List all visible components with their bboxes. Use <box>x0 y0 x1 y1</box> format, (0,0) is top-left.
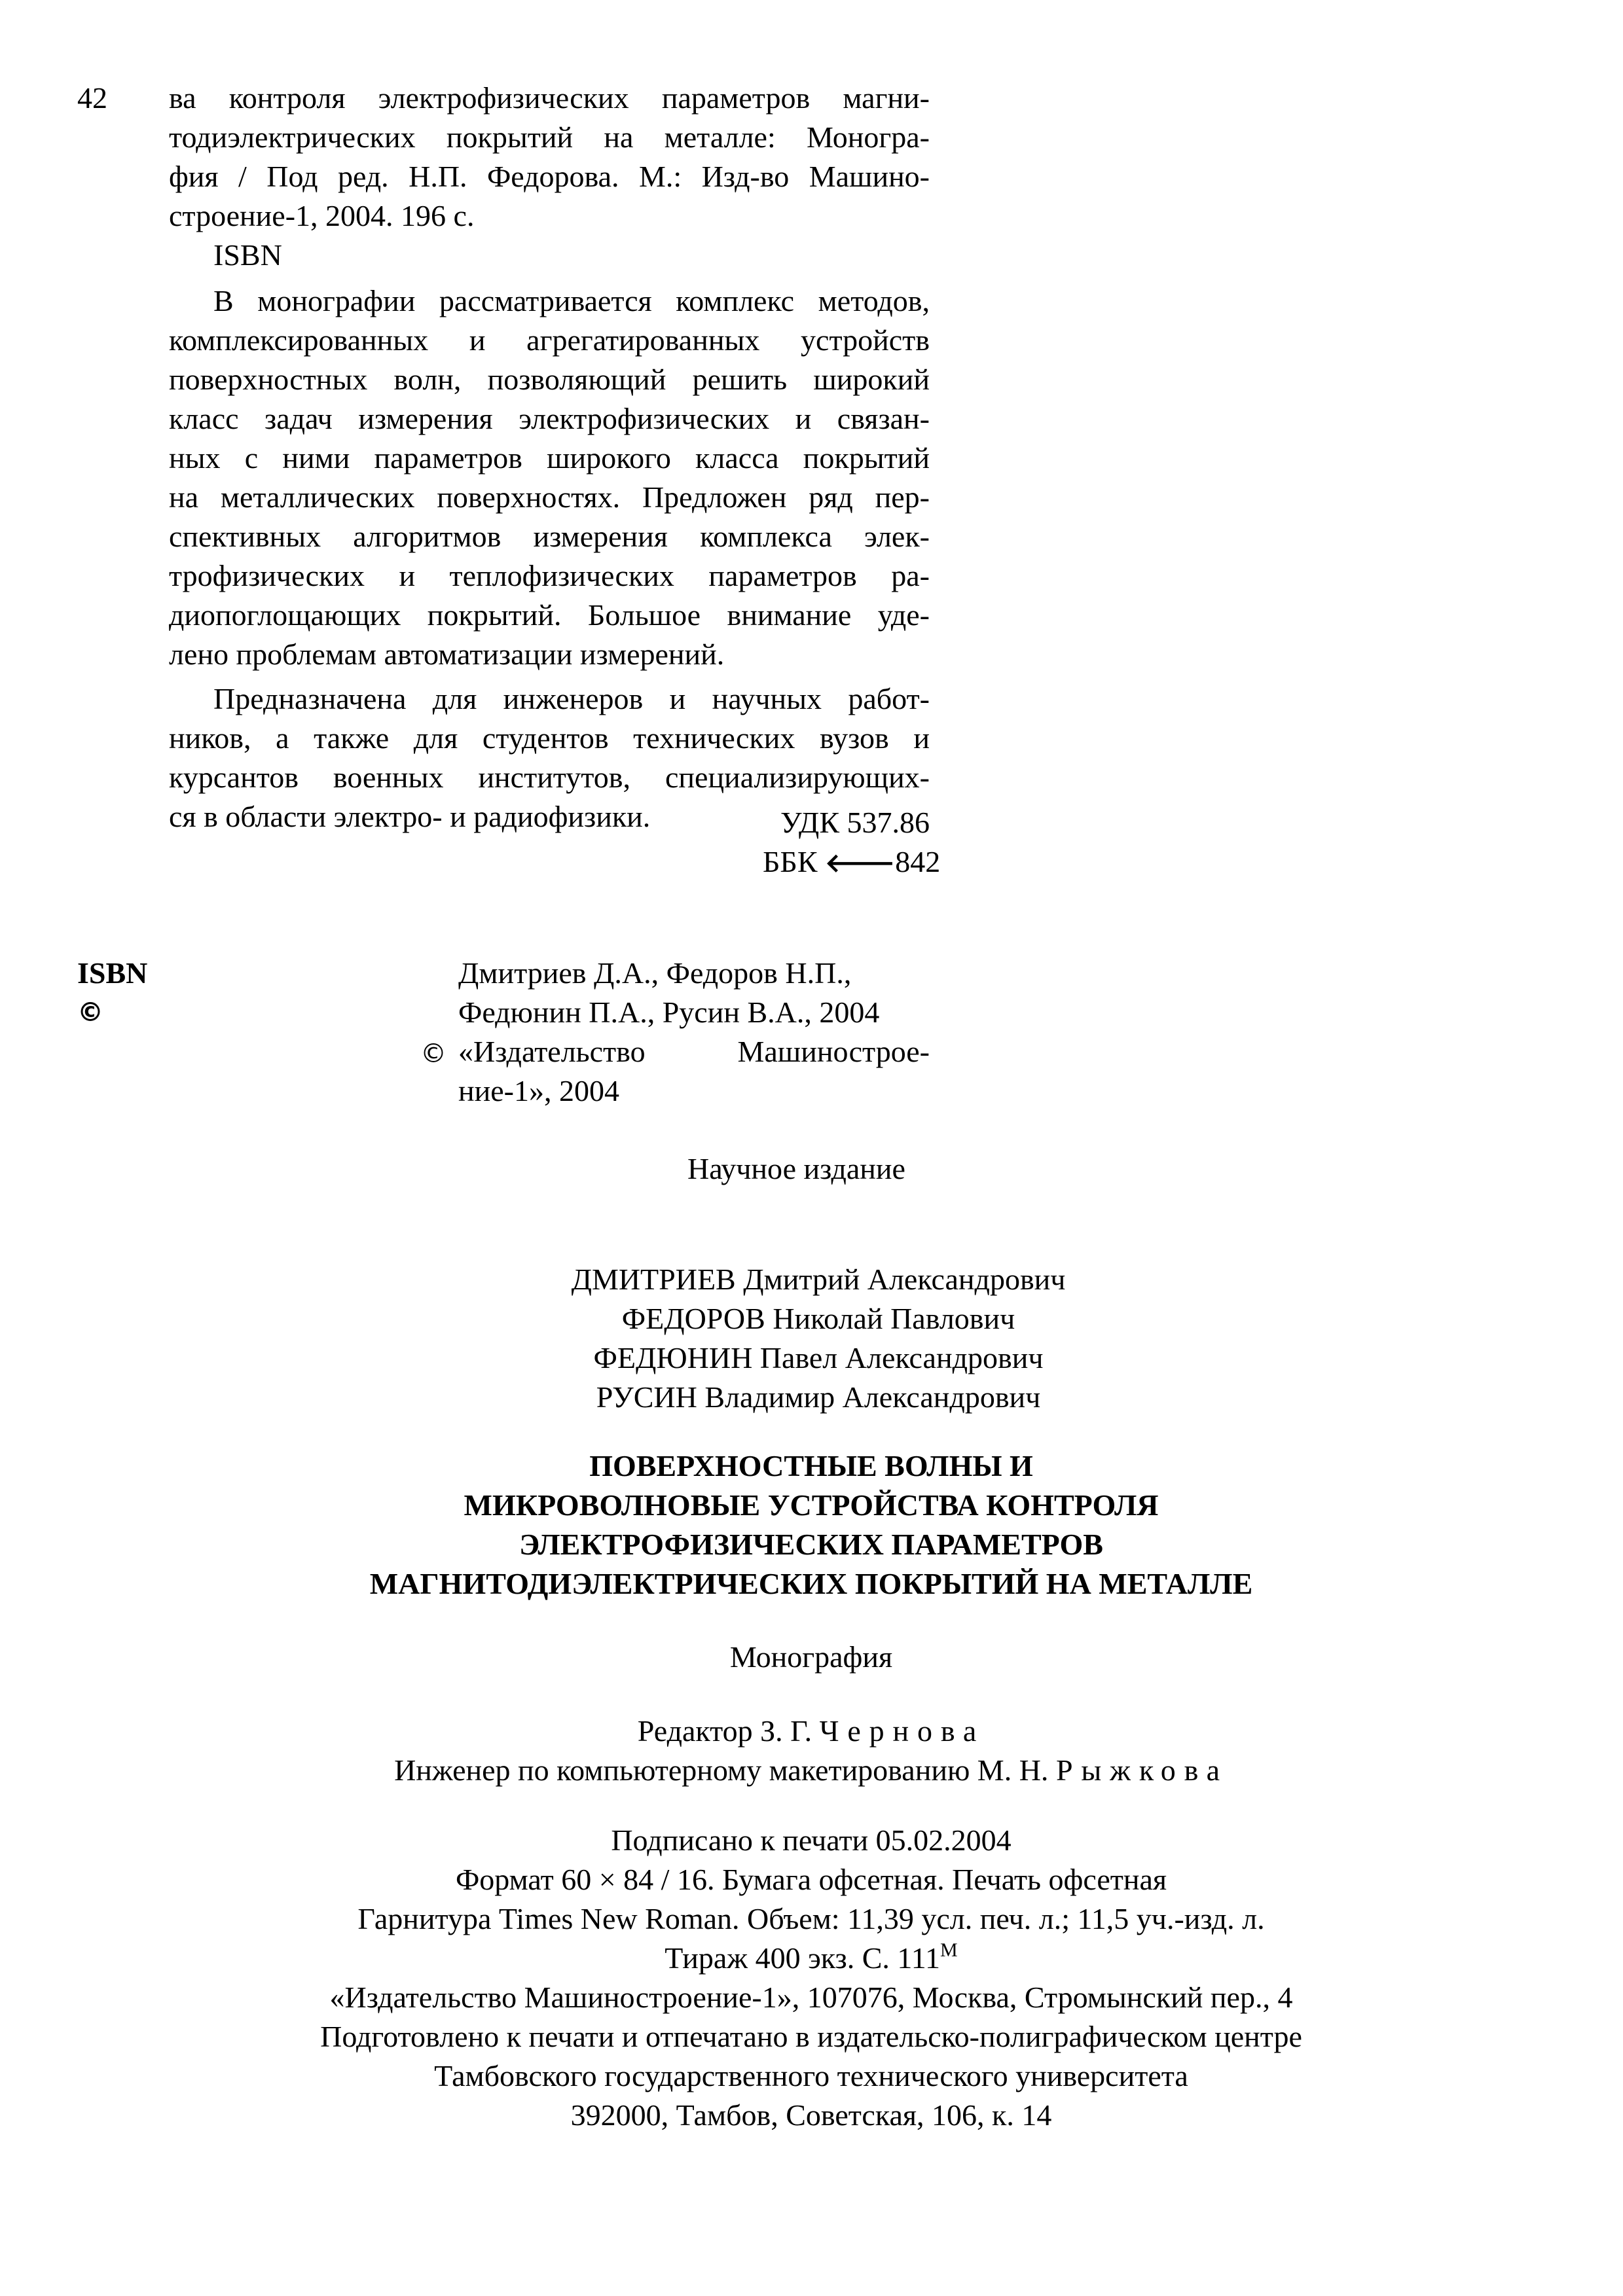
page-number: 42 <box>77 81 107 115</box>
bbk-code <box>763 842 941 882</box>
title-line: ЭЛЕКТРОФИЗИЧЕСКИХ ПАРАМЕТРОВ <box>519 1528 1103 1561</box>
bbk-value: 842 <box>895 845 941 878</box>
copyright-publisher-icon: © <box>420 1039 447 1069</box>
annotation-line: Предназначена для инженеров и научных работ- <box>213 682 930 715</box>
copyright-publisher <box>458 1032 930 1111</box>
imprint-format: Формат 60 × 84 / 16. Бумага офсетная. Печать офсетная <box>455 1863 1167 1896</box>
annotation-line: В монографии рассматривается комплекс методов, <box>213 284 930 317</box>
annotation-line: комплексированных и агрегатированных устройств <box>169 323 930 357</box>
copyright-authors <box>458 954 930 1032</box>
title-line: ПОВЕРХНОСТНЫЕ ВОЛНЫ И <box>589 1449 1033 1482</box>
print-run-superscript: M <box>940 1939 958 1961</box>
edition-type: Научное издание <box>687 1152 905 1185</box>
copyright-authors-line: Федюнин П.А., Русин В.А., 2004 <box>458 996 880 1029</box>
authors-list <box>393 1260 1244 1417</box>
imprint-printer: Тамбовского государственного технического университета <box>434 2059 1188 2092</box>
annotation-line: поверхностных волн, позволяющий решить широкий <box>169 363 930 396</box>
editor-label: Редактор З. Г. <box>637 1714 812 1748</box>
imprint-signed: Подписано к печати 05.02.2004 <box>611 1823 1012 1857</box>
arrow-left-icon: 🡐 <box>825 848 896 878</box>
reference-line: ва контроля электрофизических параметров магни- <box>169 81 930 115</box>
imprint-typeface: Гарнитура Times New Roman. Объем: 11,39 усл. печ. л.; 11,5 уч.-изд. л. <box>357 1902 1265 1935</box>
reference-line: тодиэлектрических покрытий на металле: Моногра- <box>169 120 930 154</box>
author-name: ФЕДОРОВ Николай Павлович <box>621 1302 1015 1335</box>
author-name: РУСИН Владимир Александрович <box>596 1380 1041 1414</box>
engineer-name: Рыжкова <box>1055 1753 1228 1787</box>
editor-name: Чернова <box>819 1714 985 1748</box>
annotation-line: класс задач измерения электрофизических и связан- <box>169 402 930 435</box>
title-line: МИКРОВОЛНОВЫЕ УСТРОЙСТВА КОНТРОЛЯ <box>464 1488 1159 1522</box>
copyright-publisher-line: «Издательство Машинострое- <box>458 1035 930 1068</box>
reference-line: фия / Под ред. Н.П. Федорова. М.: Изд-во Машино- <box>169 160 930 193</box>
annotation-line: курсантов военных институтов, специализирующих- <box>169 761 930 794</box>
annotation-line: спективных алгоритмов измерения комплекса элек- <box>169 520 930 553</box>
annotation-line: ся в области электро- и радиофизики. <box>169 800 651 833</box>
reference-isbn: ISBN <box>213 238 282 272</box>
bbk-label: ББК <box>763 845 818 878</box>
annotation-line: на металлических поверхностях. Предложен ряд пер- <box>169 480 930 514</box>
annotation-line: ников, а также для студентов технических вузов и <box>169 721 930 755</box>
imprint <box>156 1821 1466 2135</box>
udk-code: УДК 537.86 <box>780 806 930 839</box>
annotation-line: трофизических и теплофизических параметров ра- <box>169 559 930 592</box>
imprint-print-run <box>156 1939 1466 1978</box>
book-title <box>156 1446 1466 1604</box>
annotation <box>169 281 930 836</box>
annotation-line: лено проблемам автоматизации измерений. <box>169 637 725 671</box>
isbn-label: ISBN <box>77 956 148 990</box>
bibliographic-reference <box>169 79 930 275</box>
engineer-credit <box>156 1751 1466 1790</box>
annotation-line: ных с ними параметров широкого класса покрытий <box>169 441 930 475</box>
author-name: ДМИТРИЕВ Дмитрий Александрович <box>571 1263 1066 1296</box>
print-run-text: Тираж 400 экз. С. 111 <box>665 1941 940 1975</box>
author-name: ФЕДЮНИН Павел Александрович <box>593 1341 1044 1374</box>
classification-codes <box>763 803 941 882</box>
credits <box>156 1712 1466 1790</box>
imprint-publisher-address: «Издательство Машиностроение-1», 107076, Москва, Стромынский пер., 4 <box>329 1981 1293 2014</box>
title-line: МАГНИТОДИЭЛЕКТРИЧЕСКИХ ПОКРЫТИЙ НА МЕТАЛЛЕ <box>369 1567 1253 1600</box>
reference-line: строение-1, 2004. 196 с. <box>169 199 475 232</box>
genre: Монография <box>729 1640 893 1674</box>
copyright-publisher-line: ние-1», 2004 <box>458 1074 619 1107</box>
copyright-icon: © <box>77 997 103 1028</box>
editor-credit <box>156 1712 1466 1751</box>
imprint-printer: Подготовлено к печати и отпечатано в издательско-полиграфическом центре <box>320 2020 1302 2053</box>
imprint-printer-address: 392000, Тамбов, Советская, 106, к. 14 <box>570 2098 1052 2132</box>
copyright-authors-line: Дмитриев Д.А., Федоров Н.П., <box>458 956 852 990</box>
engineer-label: Инженер по компьютерному макетированию М. Н. <box>394 1753 1049 1787</box>
annotation-line: диопоглощающих покрытий. Большое внимание уде- <box>169 598 930 632</box>
